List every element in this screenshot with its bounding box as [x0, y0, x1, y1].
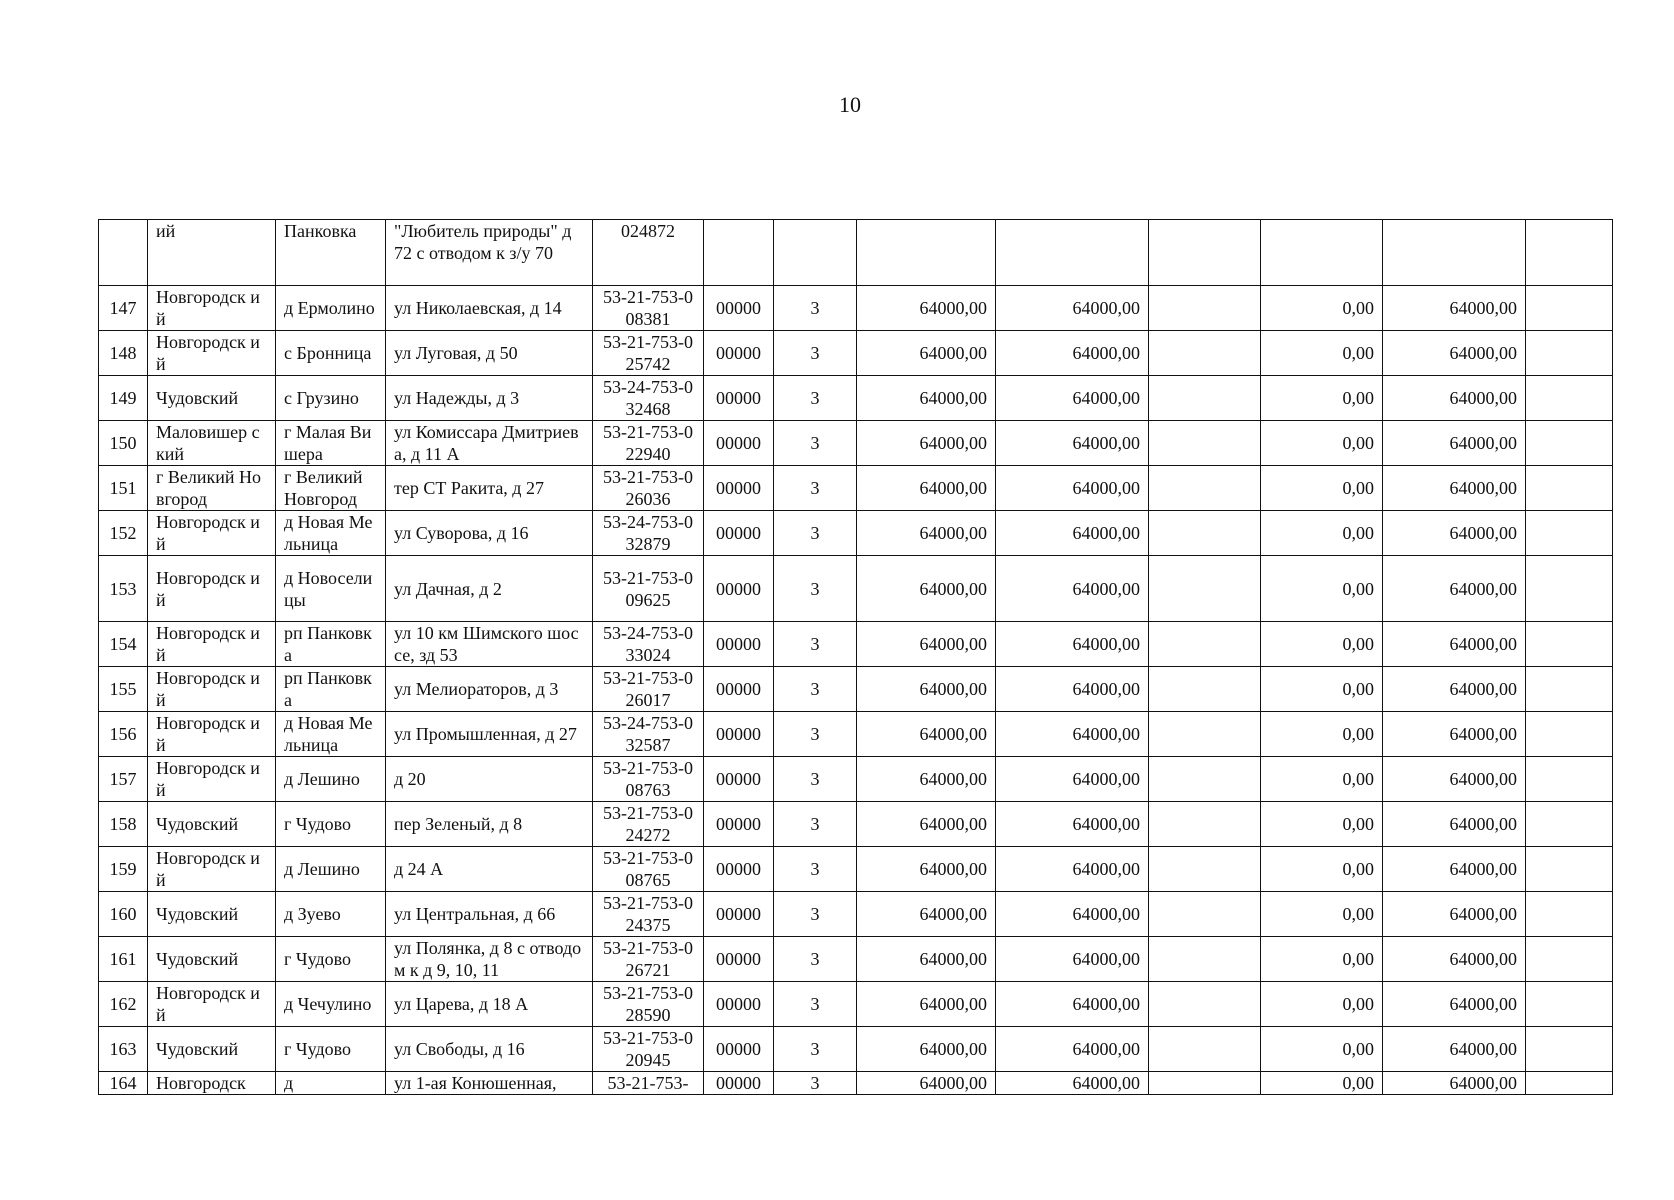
- empty-amount-cell: [1149, 982, 1261, 1027]
- trailing-cell: [1526, 847, 1613, 892]
- empty-amount-cell: [1149, 466, 1261, 511]
- trailing-cell: [1526, 286, 1613, 331]
- row-number-cell: 161: [99, 937, 148, 982]
- registry-table: [98, 219, 1613, 1095]
- row-number-cell: 163: [99, 1027, 148, 1072]
- zero-amount-cell: 0,00: [1261, 847, 1383, 892]
- row-number-cell: 155: [99, 667, 148, 712]
- cadastral-code-cell: 53-21-753-020945: [593, 1027, 704, 1072]
- trailing-cell: [1526, 802, 1613, 847]
- amount-total-cell: 64000,00: [857, 847, 996, 892]
- code-00000-cell: 00000: [704, 892, 774, 937]
- cadastral-code-cell: 53-21-753-008763: [593, 757, 704, 802]
- zero-amount-cell: 0,00: [1261, 556, 1383, 622]
- amount-cell: 64000,00: [996, 757, 1149, 802]
- district-cell: Маловишер ский: [148, 421, 276, 466]
- empty-amount-cell: [1149, 511, 1261, 556]
- district-cell: Новгородск ий: [148, 511, 276, 556]
- trailing-cell: [1526, 466, 1613, 511]
- table-row: [99, 937, 1613, 982]
- zero-amount-cell: 0,00: [1261, 421, 1383, 466]
- address-cell: ул 1-ая Конюшенная,: [386, 1072, 593, 1095]
- trailing-cell: [1526, 982, 1613, 1027]
- trailing-cell: [1526, 712, 1613, 757]
- cadastral-code-cell: 53-21-753-: [593, 1072, 704, 1095]
- address-cell: д 24 А: [386, 847, 593, 892]
- district-cell: Чудовский: [148, 376, 276, 421]
- amount-final-cell: 64000,00: [1383, 622, 1526, 667]
- code-00000-cell: 00000: [704, 622, 774, 667]
- amount-total-cell: 64000,00: [857, 712, 996, 757]
- locality-cell: д Лешино: [276, 847, 386, 892]
- empty-amount-cell: [1149, 802, 1261, 847]
- zero-amount-cell: 0,00: [1261, 892, 1383, 937]
- amount-total-cell: 64000,00: [857, 331, 996, 376]
- cadastral-code-cell: 53-21-753-008765: [593, 847, 704, 892]
- trailing-cell: [1526, 376, 1613, 421]
- row-number-cell: 149: [99, 376, 148, 421]
- code-00000-cell: 00000: [704, 556, 774, 622]
- amount-total-cell: 64000,00: [857, 667, 996, 712]
- zero-amount-cell: 0,00: [1261, 331, 1383, 376]
- address-cell: ул Мелиораторов, д 3: [386, 667, 593, 712]
- address-cell: ул Свободы, д 16: [386, 1027, 593, 1072]
- amount-cell: 64000,00: [996, 667, 1149, 712]
- district-cell: Новгородск ий: [148, 667, 276, 712]
- category-cell: 3: [774, 1072, 857, 1095]
- page-number: 10: [839, 92, 861, 117]
- locality-cell: с Грузино: [276, 376, 386, 421]
- locality-cell: д Новая Мельница: [276, 712, 386, 757]
- empty-amount-cell: [1149, 421, 1261, 466]
- amount-cell: 64000,00: [996, 331, 1149, 376]
- code-00000-cell: 00000: [704, 331, 774, 376]
- cadastral-code-cell: 53-24-753-032879: [593, 511, 704, 556]
- empty-amount-cell: [1149, 556, 1261, 622]
- code-00000-cell: 00000: [704, 1027, 774, 1072]
- district-cell: Чудовский: [148, 937, 276, 982]
- table-row: [99, 667, 1613, 712]
- trailing-cell: [1526, 622, 1613, 667]
- zero-amount-cell: 0,00: [1261, 757, 1383, 802]
- table-row: [99, 622, 1613, 667]
- category-cell: 3: [774, 376, 857, 421]
- code-00000-cell: [704, 220, 774, 286]
- district-cell: Новгородск ий: [148, 331, 276, 376]
- district-cell: Новгородск ий: [148, 757, 276, 802]
- trailing-cell: [1526, 220, 1613, 286]
- locality-cell: рп Панковка: [276, 622, 386, 667]
- zero-amount-cell: 0,00: [1261, 937, 1383, 982]
- amount-final-cell: 64000,00: [1383, 937, 1526, 982]
- empty-amount-cell: [1149, 757, 1261, 802]
- category-cell: 3: [774, 712, 857, 757]
- empty-amount-cell: [1149, 331, 1261, 376]
- table-row: [99, 466, 1613, 511]
- locality-cell: д: [276, 1072, 386, 1095]
- cadastral-code-cell: 53-24-753-032468: [593, 376, 704, 421]
- trailing-cell: [1526, 937, 1613, 982]
- amount-final-cell: 64000,00: [1383, 1027, 1526, 1072]
- trailing-cell: [1526, 1072, 1613, 1095]
- row-number-cell: [99, 220, 148, 286]
- address-cell: ул Центральная, д 66: [386, 892, 593, 937]
- locality-cell: г Малая Вишера: [276, 421, 386, 466]
- code-00000-cell: 00000: [704, 667, 774, 712]
- district-cell: ий: [148, 220, 276, 286]
- code-00000-cell: 00000: [704, 376, 774, 421]
- zero-amount-cell: [1261, 220, 1383, 286]
- trailing-cell: [1526, 757, 1613, 802]
- cadastral-code-cell: 53-21-753-026036: [593, 466, 704, 511]
- category-cell: 3: [774, 511, 857, 556]
- district-cell: г Великий Новгород: [148, 466, 276, 511]
- table-row: [99, 982, 1613, 1027]
- cadastral-code-cell: 53-21-753-025742: [593, 331, 704, 376]
- address-cell: пер Зеленый, д 8: [386, 802, 593, 847]
- row-number-cell: 153: [99, 556, 148, 622]
- amount-cell: 64000,00: [996, 892, 1149, 937]
- zero-amount-cell: 0,00: [1261, 376, 1383, 421]
- trailing-cell: [1526, 331, 1613, 376]
- cadastral-code-cell: 53-24-753-033024: [593, 622, 704, 667]
- amount-final-cell: 64000,00: [1383, 331, 1526, 376]
- amount-final-cell: 64000,00: [1383, 847, 1526, 892]
- row-number-cell: 157: [99, 757, 148, 802]
- category-cell: 3: [774, 667, 857, 712]
- locality-cell: д Новая Мельница: [276, 511, 386, 556]
- row-number-cell: 158: [99, 802, 148, 847]
- amount-cell: 64000,00: [996, 376, 1149, 421]
- empty-amount-cell: [1149, 376, 1261, 421]
- category-cell: 3: [774, 556, 857, 622]
- amount-cell: 64000,00: [996, 421, 1149, 466]
- category-cell: 3: [774, 466, 857, 511]
- table-row: [99, 802, 1613, 847]
- trailing-cell: [1526, 421, 1613, 466]
- code-00000-cell: 00000: [704, 757, 774, 802]
- locality-cell: Панковка: [276, 220, 386, 286]
- table-row: [99, 286, 1613, 331]
- amount-total-cell: 64000,00: [857, 1072, 996, 1095]
- address-cell: тер СТ Ракита, д 27: [386, 466, 593, 511]
- address-cell: "Любитель природы" д 72 с отводом к з/у 70: [386, 220, 593, 286]
- locality-cell: рп Панковка: [276, 667, 386, 712]
- cadastral-code-cell: 53-21-753-009625: [593, 556, 704, 622]
- category-cell: 3: [774, 286, 857, 331]
- zero-amount-cell: 0,00: [1261, 622, 1383, 667]
- amount-final-cell: 64000,00: [1383, 421, 1526, 466]
- cadastral-code-cell: 53-21-753-026017: [593, 667, 704, 712]
- code-00000-cell: 00000: [704, 466, 774, 511]
- row-number-cell: 151: [99, 466, 148, 511]
- zero-amount-cell: 0,00: [1261, 286, 1383, 331]
- cadastral-code-cell: 53-24-753-032587: [593, 712, 704, 757]
- cadastral-code-cell: 53-21-753-022940: [593, 421, 704, 466]
- table-row: [99, 712, 1613, 757]
- zero-amount-cell: 0,00: [1261, 982, 1383, 1027]
- address-cell: ул Промышленная, д 27: [386, 712, 593, 757]
- code-00000-cell: 00000: [704, 982, 774, 1027]
- amount-total-cell: 64000,00: [857, 892, 996, 937]
- row-number-cell: 148: [99, 331, 148, 376]
- district-cell: Новгородск ий: [148, 712, 276, 757]
- row-number-cell: 154: [99, 622, 148, 667]
- category-cell: 3: [774, 982, 857, 1027]
- zero-amount-cell: 0,00: [1261, 802, 1383, 847]
- district-cell: Чудовский: [148, 802, 276, 847]
- table-row: [99, 331, 1613, 376]
- registry-table-body: [99, 220, 1613, 1095]
- amount-total-cell: 64000,00: [857, 421, 996, 466]
- category-cell: 3: [774, 847, 857, 892]
- code-00000-cell: 00000: [704, 1072, 774, 1095]
- address-cell: ул Полянка, д 8 с отводом к д 9, 10, 11: [386, 937, 593, 982]
- zero-amount-cell: 0,00: [1261, 667, 1383, 712]
- address-cell: ул Суворова, д 16: [386, 511, 593, 556]
- amount-total-cell: 64000,00: [857, 937, 996, 982]
- amount-total-cell: 64000,00: [857, 466, 996, 511]
- empty-amount-cell: [1149, 847, 1261, 892]
- amount-final-cell: 64000,00: [1383, 892, 1526, 937]
- locality-cell: д Зуево: [276, 892, 386, 937]
- amount-final-cell: 64000,00: [1383, 556, 1526, 622]
- cadastral-code-cell: 53-21-753-024375: [593, 892, 704, 937]
- empty-amount-cell: [1149, 892, 1261, 937]
- locality-cell: г Чудово: [276, 802, 386, 847]
- address-cell: ул Комиссара Дмитриева, д 11 А: [386, 421, 593, 466]
- address-cell: ул 10 км Шимского шоссе, зд 53: [386, 622, 593, 667]
- locality-cell: д Лешино: [276, 757, 386, 802]
- table-row: [99, 1072, 1613, 1095]
- code-00000-cell: 00000: [704, 847, 774, 892]
- amount-total-cell: 64000,00: [857, 376, 996, 421]
- category-cell: 3: [774, 757, 857, 802]
- zero-amount-cell: 0,00: [1261, 511, 1383, 556]
- category-cell: 3: [774, 331, 857, 376]
- locality-cell: г Чудово: [276, 1027, 386, 1072]
- amount-cell: 64000,00: [996, 1027, 1149, 1072]
- empty-amount-cell: [1149, 937, 1261, 982]
- table-row: [99, 421, 1613, 466]
- table-row: [99, 892, 1613, 937]
- cadastral-code-cell: 53-21-753-026721: [593, 937, 704, 982]
- table-row: [99, 757, 1613, 802]
- category-cell: 3: [774, 892, 857, 937]
- row-number-cell: 147: [99, 286, 148, 331]
- amount-total-cell: 64000,00: [857, 982, 996, 1027]
- address-cell: ул Дачная, д 2: [386, 556, 593, 622]
- amount-total-cell: 64000,00: [857, 286, 996, 331]
- trailing-cell: [1526, 511, 1613, 556]
- amount-cell: 64000,00: [996, 937, 1149, 982]
- category-cell: [774, 220, 857, 286]
- table-row: [99, 220, 1613, 286]
- amount-final-cell: 64000,00: [1383, 286, 1526, 331]
- address-cell: д 20: [386, 757, 593, 802]
- row-number-cell: 164: [99, 1072, 148, 1095]
- locality-cell: д Новосели цы: [276, 556, 386, 622]
- code-00000-cell: 00000: [704, 511, 774, 556]
- amount-cell: 64000,00: [996, 511, 1149, 556]
- amount-total-cell: 64000,00: [857, 556, 996, 622]
- category-cell: 3: [774, 421, 857, 466]
- address-cell: ул Царева, д 18 А: [386, 982, 593, 1027]
- locality-cell: с Бронница: [276, 331, 386, 376]
- locality-cell: д Ермолино: [276, 286, 386, 331]
- amount-final-cell: 64000,00: [1383, 511, 1526, 556]
- category-cell: 3: [774, 937, 857, 982]
- amount-total-cell: 64000,00: [857, 511, 996, 556]
- table-row: [99, 511, 1613, 556]
- code-00000-cell: 00000: [704, 712, 774, 757]
- row-number-cell: 160: [99, 892, 148, 937]
- row-number-cell: 152: [99, 511, 148, 556]
- amount-final-cell: 64000,00: [1383, 376, 1526, 421]
- zero-amount-cell: 0,00: [1261, 1027, 1383, 1072]
- amount-final-cell: 64000,00: [1383, 757, 1526, 802]
- district-cell: Новгородск ий: [148, 286, 276, 331]
- amount-final-cell: 64000,00: [1383, 802, 1526, 847]
- amount-cell: 64000,00: [996, 982, 1149, 1027]
- table-row: [99, 376, 1613, 421]
- amount-total-cell: 64000,00: [857, 757, 996, 802]
- table-row: [99, 556, 1613, 622]
- zero-amount-cell: 0,00: [1261, 1072, 1383, 1095]
- amount-cell: 64000,00: [996, 622, 1149, 667]
- zero-amount-cell: 0,00: [1261, 466, 1383, 511]
- locality-cell: д Чечулино: [276, 982, 386, 1027]
- amount-cell: 64000,00: [996, 802, 1149, 847]
- amount-total-cell: 64000,00: [857, 1027, 996, 1072]
- empty-amount-cell: [1149, 220, 1261, 286]
- district-cell: Чудовский: [148, 1027, 276, 1072]
- address-cell: ул Надежды, д 3: [386, 376, 593, 421]
- address-cell: ул Луговая, д 50: [386, 331, 593, 376]
- row-number-cell: 150: [99, 421, 148, 466]
- amount-cell: [996, 220, 1149, 286]
- amount-cell: 64000,00: [996, 466, 1149, 511]
- empty-amount-cell: [1149, 667, 1261, 712]
- district-cell: Новгородск ий: [148, 847, 276, 892]
- amount-total-cell: 64000,00: [857, 802, 996, 847]
- amount-final-cell: 64000,00: [1383, 1072, 1526, 1095]
- district-cell: Новгородск: [148, 1072, 276, 1095]
- district-cell: Новгородск ий: [148, 556, 276, 622]
- code-00000-cell: 00000: [704, 937, 774, 982]
- code-00000-cell: 00000: [704, 286, 774, 331]
- amount-final-cell: 64000,00: [1383, 712, 1526, 757]
- cadastral-code-cell: 53-21-753-028590: [593, 982, 704, 1027]
- district-cell: Чудовский: [148, 892, 276, 937]
- amount-cell: 64000,00: [996, 556, 1149, 622]
- row-number-cell: 159: [99, 847, 148, 892]
- cadastral-code-cell: 024872: [593, 220, 704, 286]
- amount-total-cell: [857, 220, 996, 286]
- district-cell: Новгородск ий: [148, 982, 276, 1027]
- amount-total-cell: 64000,00: [857, 622, 996, 667]
- category-cell: 3: [774, 1027, 857, 1072]
- address-cell: ул Николаевская, д 14: [386, 286, 593, 331]
- code-00000-cell: 00000: [704, 802, 774, 847]
- empty-amount-cell: [1149, 622, 1261, 667]
- locality-cell: г Чудово: [276, 937, 386, 982]
- trailing-cell: [1526, 1027, 1613, 1072]
- district-cell: Новгородск ий: [148, 622, 276, 667]
- row-number-cell: 162: [99, 982, 148, 1027]
- amount-cell: 64000,00: [996, 712, 1149, 757]
- table-row: [99, 1027, 1613, 1072]
- amount-final-cell: 64000,00: [1383, 667, 1526, 712]
- row-number-cell: 156: [99, 712, 148, 757]
- amount-final-cell: [1383, 220, 1526, 286]
- locality-cell: г Великий Новгород: [276, 466, 386, 511]
- amount-cell: 64000,00: [996, 847, 1149, 892]
- empty-amount-cell: [1149, 1072, 1261, 1095]
- cadastral-code-cell: 53-21-753-024272: [593, 802, 704, 847]
- empty-amount-cell: [1149, 286, 1261, 331]
- empty-amount-cell: [1149, 1027, 1261, 1072]
- amount-cell: 64000,00: [996, 286, 1149, 331]
- empty-amount-cell: [1149, 712, 1261, 757]
- trailing-cell: [1526, 667, 1613, 712]
- amount-final-cell: 64000,00: [1383, 982, 1526, 1027]
- table-row: [99, 847, 1613, 892]
- amount-final-cell: 64000,00: [1383, 466, 1526, 511]
- category-cell: 3: [774, 622, 857, 667]
- category-cell: 3: [774, 802, 857, 847]
- cadastral-code-cell: 53-21-753-008381: [593, 286, 704, 331]
- amount-cell: 64000,00: [996, 1072, 1149, 1095]
- code-00000-cell: 00000: [704, 421, 774, 466]
- trailing-cell: [1526, 892, 1613, 937]
- zero-amount-cell: 0,00: [1261, 712, 1383, 757]
- trailing-cell: [1526, 556, 1613, 622]
